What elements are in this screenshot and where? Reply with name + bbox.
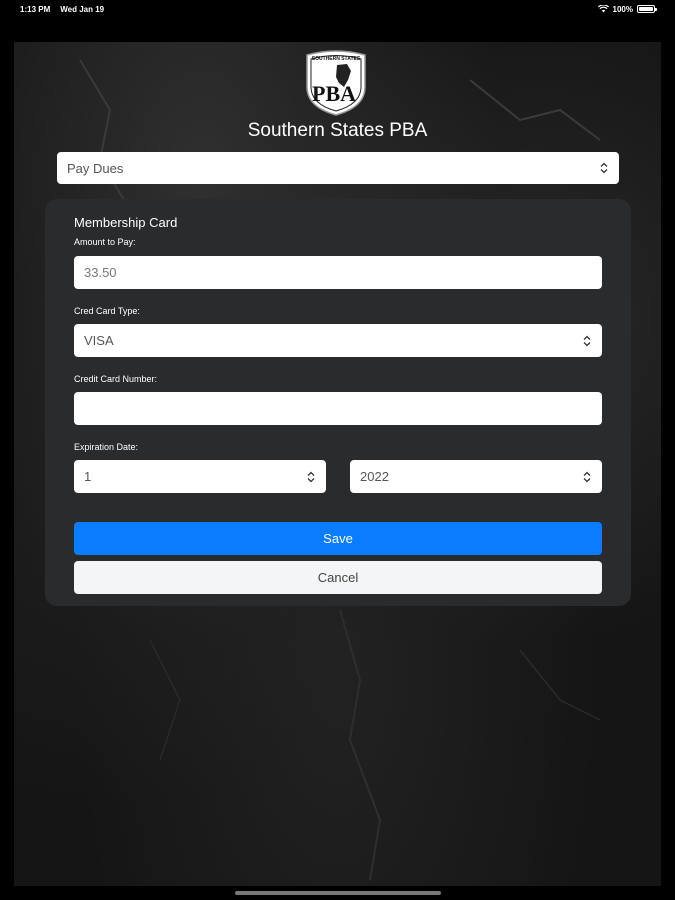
svg-text:PBA: PBA <box>312 81 356 106</box>
card-number-input[interactable] <box>74 392 602 425</box>
exp-year-value: 2022 <box>360 469 389 484</box>
chevron-up-down-icon <box>306 470 316 484</box>
svg-text:SOUTHERN STATES: SOUTHERN STATES <box>311 56 361 62</box>
amount-value: 33.50 <box>84 265 117 280</box>
status-bar <box>0 0 675 18</box>
chevron-up-down-icon <box>599 161 609 175</box>
battery-level-fill <box>639 7 653 11</box>
exp-year-select[interactable] <box>350 460 602 493</box>
battery-percent: 100% <box>612 4 633 14</box>
card-type-select[interactable] <box>74 324 602 357</box>
exp-month-select[interactable] <box>74 460 326 493</box>
membership-card-form <box>45 199 631 606</box>
pba-logo <box>301 47 371 117</box>
chevron-up-down-icon <box>582 334 592 348</box>
form-title: Membership Card <box>74 215 178 230</box>
payment-type-value: Pay Dues <box>67 160 124 176</box>
expiration-label: Expiration Date: <box>74 442 139 452</box>
home-indicator[interactable] <box>235 891 441 895</box>
status-time: 1:13 PM <box>20 4 51 14</box>
exp-month-value: 1 <box>84 469 92 484</box>
amount-input[interactable] <box>74 256 602 289</box>
card-number-label: Credit Card Number: <box>74 374 158 384</box>
card-type-value: VISA <box>84 333 114 348</box>
save-button[interactable]: Save <box>74 522 602 555</box>
shield-logo-icon <box>301 47 371 117</box>
payment-type-select[interactable] <box>57 152 619 184</box>
card-type-label: Cred Card Type: <box>74 306 140 316</box>
wifi-icon <box>598 5 609 13</box>
battery-icon <box>637 5 655 13</box>
cancel-button[interactable]: Cancel <box>74 561 602 594</box>
amount-label: Amount to Pay: <box>74 237 136 247</box>
chevron-up-down-icon <box>582 470 592 484</box>
status-date: Wed Jan 19 <box>60 4 105 14</box>
app-title: Southern States PBA <box>247 120 428 141</box>
